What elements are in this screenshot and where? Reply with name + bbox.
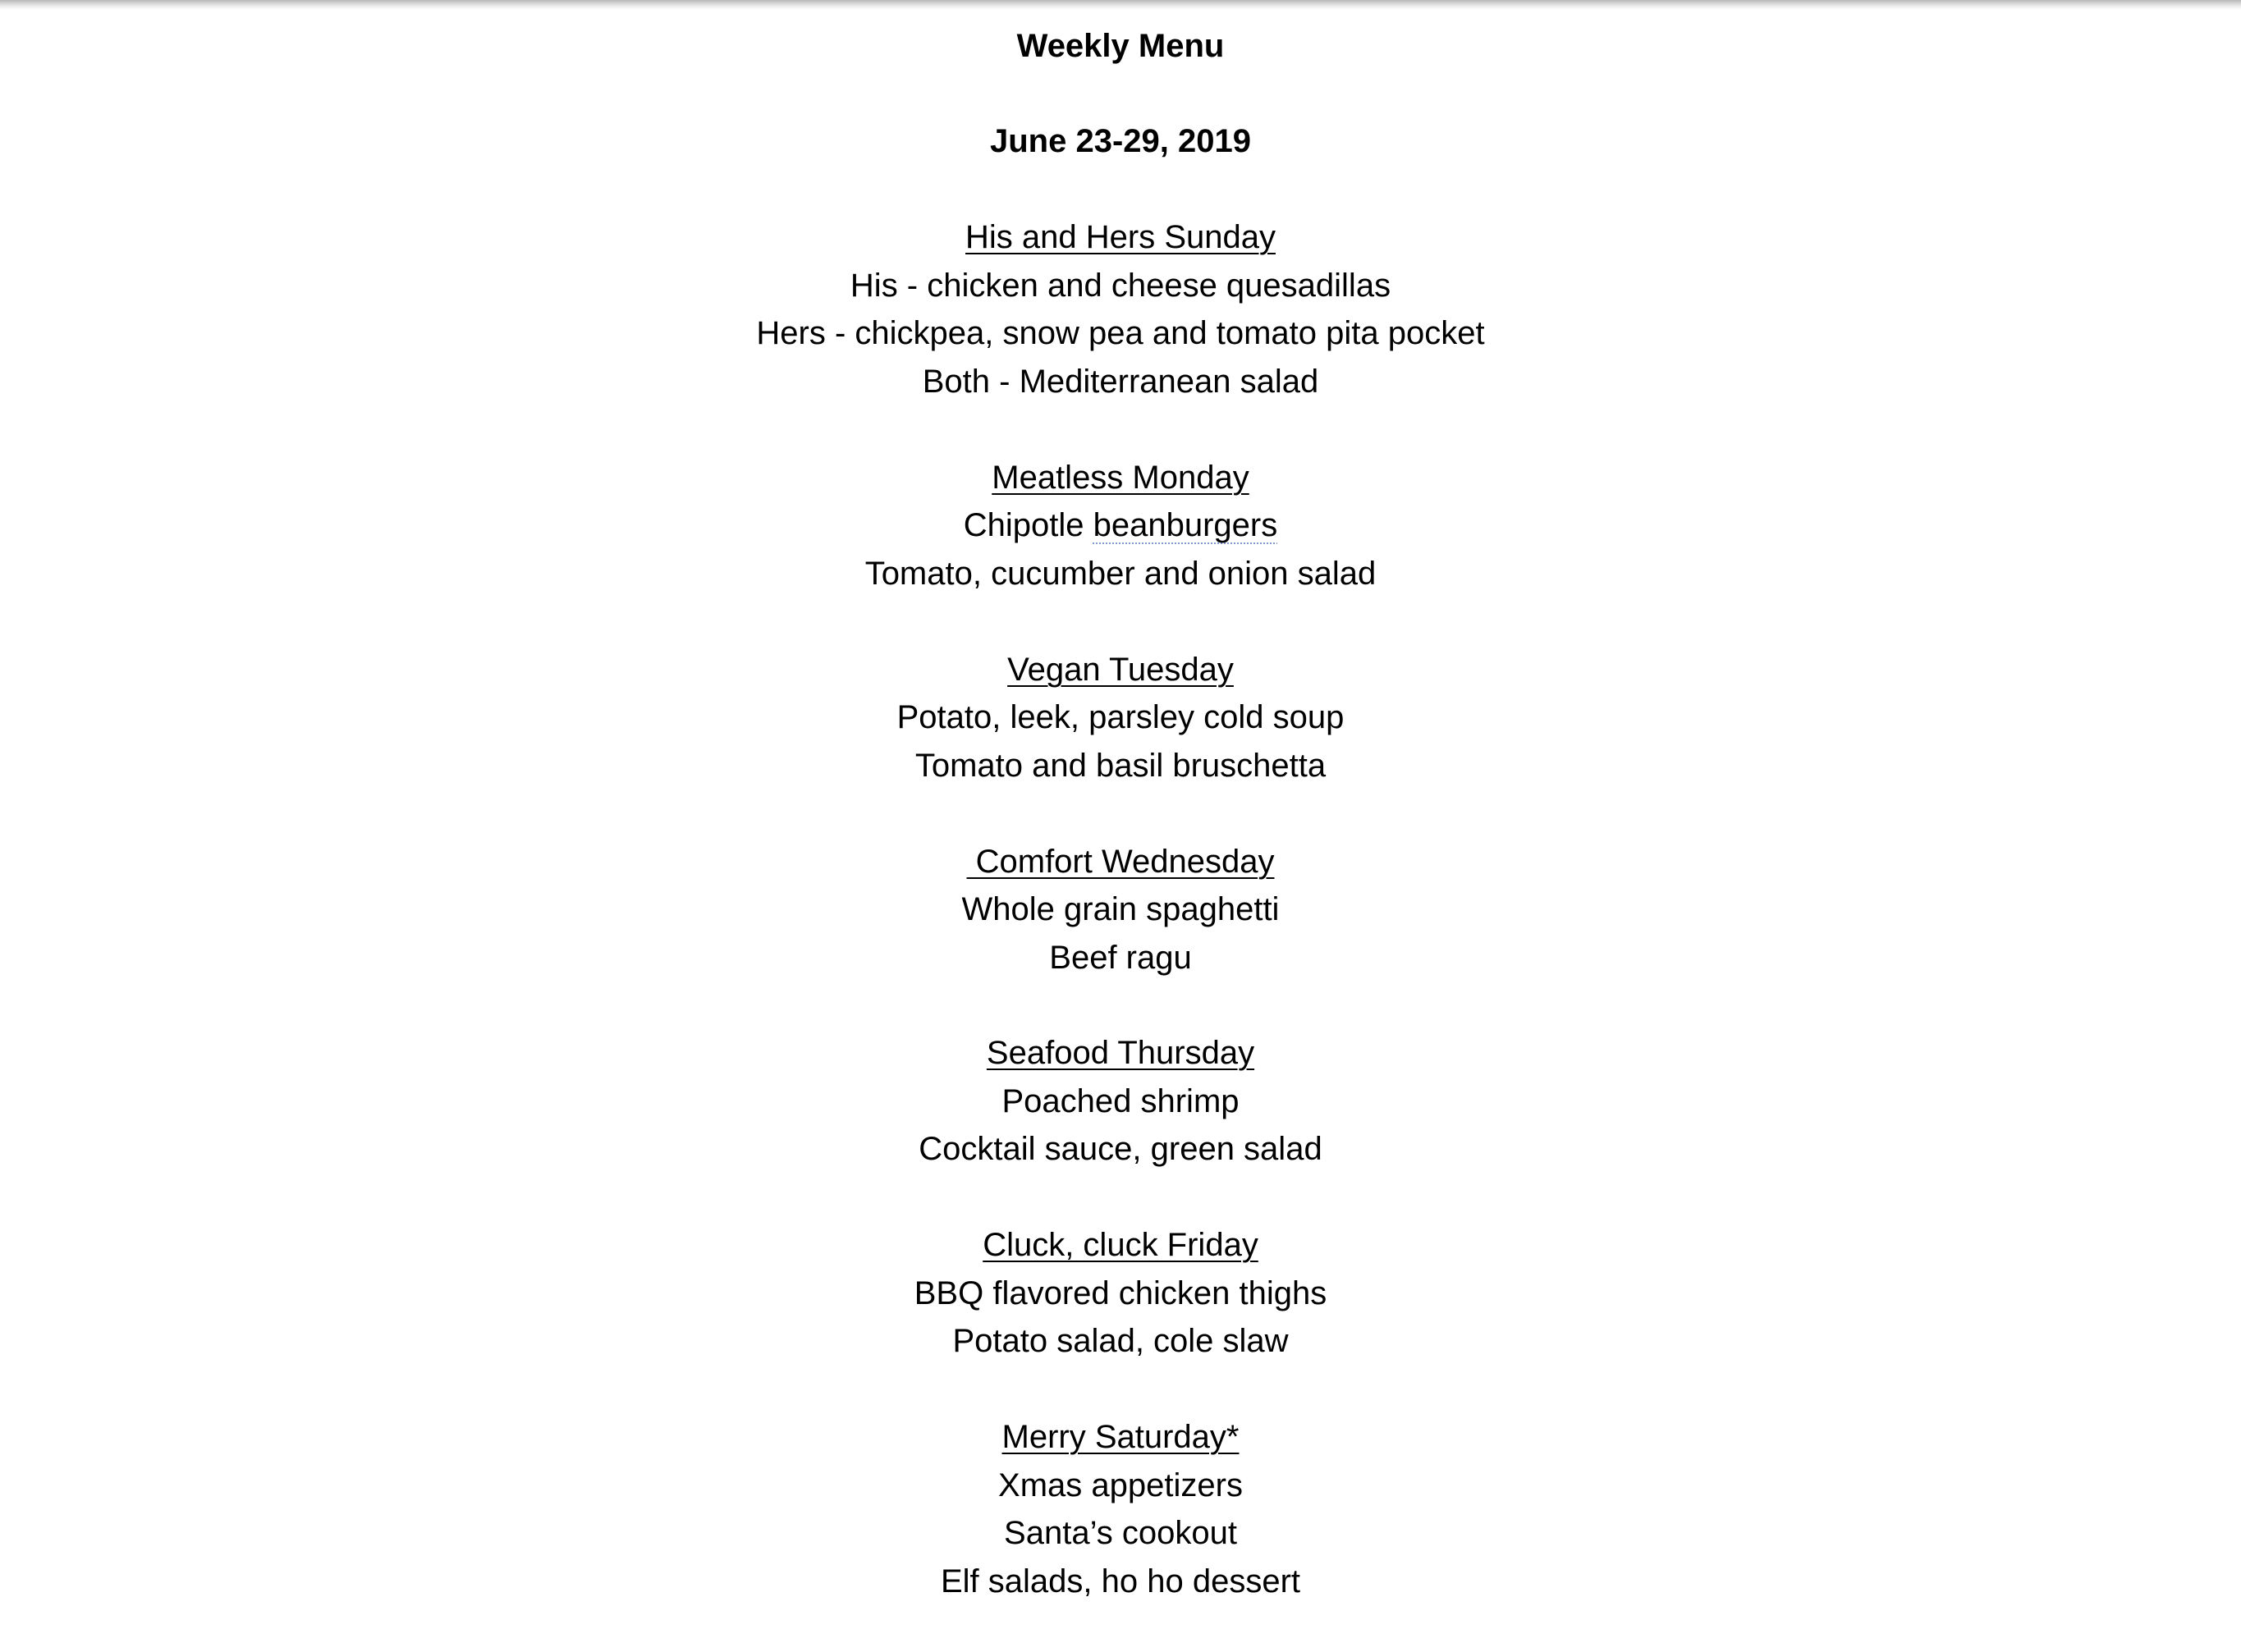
sunday-item-1: His - chicken and cheese quesadillas: [850, 268, 1391, 304]
monday-item-1: [0, 504, 2241, 547]
day-heading-friday: [0, 1224, 2241, 1266]
day-heading-monday-text: Meatless Monday: [992, 460, 1249, 496]
monday-item-1-prefix: Chipotle: [963, 507, 1093, 543]
menu-title: Weekly Menu: [1016, 28, 1225, 64]
friday-item-1: BBQ flavored chicken thighs: [914, 1275, 1327, 1311]
day-heading-wednesday: [0, 840, 2241, 883]
day-heading-thursday: [0, 1032, 2241, 1074]
sunday-item-2: Hers - chickpea, snow pea and tomato pita pocket: [756, 315, 1485, 351]
menu-date-range: June 23-29, 2019: [990, 123, 1251, 159]
saturday-item-2: Santa’s cookout: [1004, 1515, 1237, 1551]
spellcheck-flagged-word[interactable]: beanburgers: [1093, 507, 1278, 543]
day-heading-wednesday-text: Comfort Wednesday: [966, 844, 1275, 880]
friday-item-2: Potato salad, cole slaw: [952, 1323, 1289, 1359]
tuesday-item-2: Tomato and basil bruschetta: [914, 748, 1327, 784]
saturday-item-3: Elf salads, ho ho dessert: [940, 1563, 1301, 1599]
saturday-item-1: Xmas appetizers: [998, 1467, 1243, 1503]
day-heading-saturday: [0, 1416, 2241, 1458]
thursday-item-1: Poached shrimp: [1001, 1083, 1240, 1119]
day-heading-tuesday: [0, 648, 2241, 691]
day-heading-saturday-text: Merry Saturday*: [1001, 1419, 1240, 1455]
tuesday-item-1: Potato, leek, parsley cold soup: [896, 699, 1345, 735]
day-heading-friday-text: Cluck, cluck Friday: [983, 1227, 1258, 1263]
day-heading-sunday-text: His and Hers Sunday: [965, 219, 1276, 255]
day-heading-monday: [0, 456, 2241, 499]
day-heading-sunday: [0, 216, 2241, 259]
wednesday-item-1: Whole grain spaghetti: [961, 891, 1280, 927]
day-heading-tuesday-text: Vegan Tuesday: [1007, 652, 1234, 688]
wednesday-item-2: Beef ragu: [1049, 940, 1192, 976]
thursday-item-2: Cocktail sauce, green salad: [919, 1131, 1322, 1167]
monday-item-2: Tomato, cucumber and onion salad: [864, 556, 1377, 592]
day-heading-thursday-text: Seafood Thursday: [986, 1035, 1255, 1071]
sunday-item-3: Both - Mediterranean salad: [922, 364, 1319, 400]
